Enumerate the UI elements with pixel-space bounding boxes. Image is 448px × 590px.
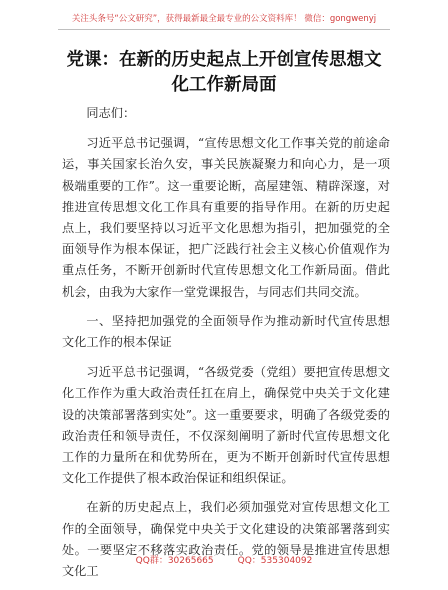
section-heading: 一、坚持把加强党的全面领导作为推动新时代宣传思想文化工作的根本保证 bbox=[62, 313, 390, 350]
paragraph: 在新的历史起点上，我们必须加强党对宣传思想文化工作的全面领导，确保党中央关于文化建设的决策部署落到实处。一要坚定不移落实政治责任。党的领导是推进宣传思想文化工 bbox=[62, 500, 390, 579]
footer-qq: QQ：535304092 bbox=[237, 556, 313, 566]
document-title: 党课：在新的历史起点上开创宣传思想文化工作新局面 bbox=[66, 50, 382, 95]
header-divider bbox=[58, 29, 390, 30]
document-body bbox=[62, 103, 390, 590]
paragraph: 习近平总书记强调，“宣传思想文化工作事关党的前途命运，事关国家长治久安，事关民族凝聚力和向心力，是一项极端重要的工作”。这一重要论断，高屋建瓴、精辟深邃，对推进宣传思想文化工作具有重要的指导作用。在新的历史起点上，我们要坚持以习近平文化思想为指引，把加强党的全面领导作为根本保证，把广泛践行社会主义核心价值观作为重点任务，不断开创新时代宣传思想文化工作新局面。借此机会，由我为大家作一堂党课报告，与同志们共同交流。 bbox=[62, 136, 390, 299]
header-notice: 关注头条号“公文研究”，获得最新最全最专业的公文资料库！ 微信：gongwenyj bbox=[71, 14, 377, 24]
footer-contact bbox=[0, 553, 448, 566]
paragraph: 习近平总书记强调，“各级党委（党组）要把宣传思想文化工作作为重大政治责任扛在肩上，确保党中央关于文化建设的决策部署落到实处”。这一重要要求，明确了各级党委的政治责任和领导责任，不仅深刻阐明了新时代宣传思想文化工作的力量所在和优势所在，更为不断开创新时代宣传思想文化工作提供了根本政治保证和组织保证。 bbox=[62, 365, 390, 486]
salutation: 同志们： bbox=[86, 106, 136, 120]
footer-qq-group: QQ群：30265665 bbox=[135, 556, 214, 566]
